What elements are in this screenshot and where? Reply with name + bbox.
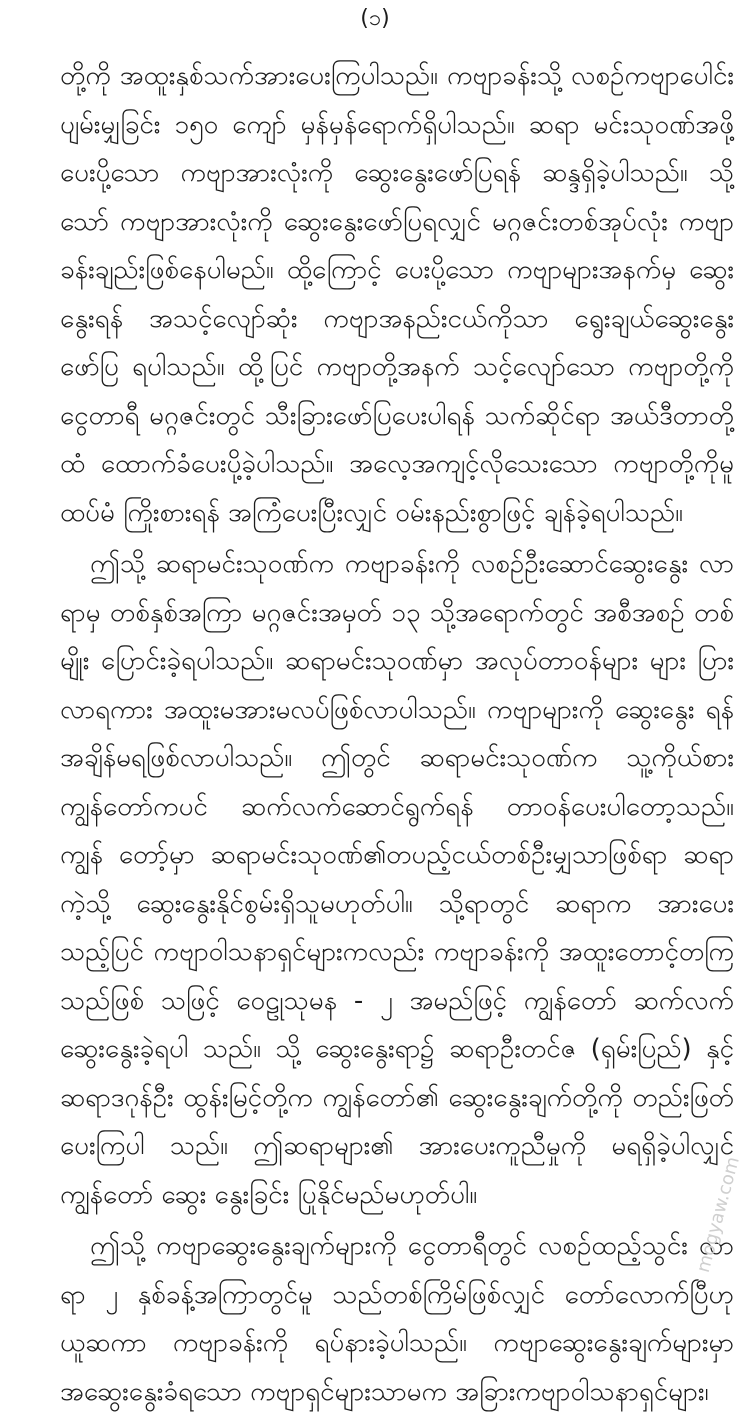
page-number: (၁) — [360, 6, 390, 31]
body-text — [60, 52, 734, 1419]
paragraph-2: ဤသို့ ဆရာမင်းသုဝဏ်က ကဗျာခန်းကို လစဉ်ဦးဆောင်ဆွေးနွေး လာရာမှ တစ်နှစ်အကြာ မဂ္ဂဇင်းအမှတ် ၁၃ သို့အရောက်တွင် အစီအစဉ် တစ်မျိုး ပြောင်းခဲ့ရပါသည်။ ဆရာမင်းသုဝဏ်မှာ အလုပ်တာဝန်များ များ ပြားလာရကား အထူးမအားမလပ်ဖြစ်လာပါသည်။ ကဗျာများကို ဆွေးနွေး ရန် အချိန်မရဖြစ်လာပါသည်။ ဤတွင် ဆရာမင်းသုဝဏ်က သူ့ကိုယ်စား ကျွန်တော်ကပင် ဆက်လက်ဆောင်ရွက်ရန် တာဝန်ပေးပါတော့သည်။ ကျွန် တော့်မှာ ဆရာမင်းသုဝဏ်၏တပည့်ငယ်တစ်ဦးမျှသာဖြစ်ရာ ဆရာကဲ့သို့ ဆွေးနွေးနိုင်စွမ်းရှိသူမဟုတ်ပါ။ သို့ရာတွင် ဆရာက အားပေးသည့်ပြင် ကဗျာဝါသနာရှင်များကလည်း ကဗျာခန်းကို အထူးတောင့်တကြသည်ဖြစ် သဖြင့် ဝေဠုသုမန - ၂ အမည်ဖြင့် ကျွန်တော် ဆက်လက်ဆွေးနွေးခဲ့ရပါ သည်။ သို့ ဆွေးနွေးရာ၌ ဆရာဦးတင်ဇ (ရှမ်းပြည်) နှင့် ဆရာဒဂုန်ဦး ထွန်းမြင့်တို့က ကျွန်တော်၏ ဆွေးနွေးချက်တို့ကို တည်းဖြတ်ပေးကြပါ သည်။ ဤဆရာများ၏ အားပေးကူညီမှုကို မရရှိခဲ့ပါလျှင် ကျွန်တော် ဆွေး နွေးခြင်း ပြုနိုင်မည်မဟုတ်ပါ။ — [60, 549, 734, 1210]
watermark: mogyaw.com — [692, 1154, 744, 1275]
paragraph-3: ဤသို့ ကဗျာဆွေးနွေးချက်များကို ငွေတာရီတွင် လစဉ်ထည့်သွင်း လာရာ ၂ နှစ်ခန့်အကြာတွင်မူ သည်တစ်ကြိမ်ဖြစ်လျှင် တော်လောက်ပြီဟု ယူဆကာ ကဗျာခန်းကို ရပ်နားခဲ့ပါသည်။ ကဗျာဆွေးနွေးချက်များမှာ အဆွေးနွေးခံရသော ကဗျာရှင်များသာမက အခြားကဗျာဝါသနာရှင်များ၊ — [60, 1231, 734, 1407]
paragraph-1: တို့ကို အထူးနှစ်သက်အားပေးကြပါသည်။ ကဗျာခန်းသို့ လစဉ်ကဗျာပေါင်း ပျမ်းမျှခြင်း ၁၅၀ ကျော် မှန်မှန်ရောက်ရှိပါသည်။ ဆရာ မင်းသုဝဏ်အဖို့ ပေးပို့သော ကဗျာအားလုံးကို ဆွေးနွေးဖော်ပြရန် ဆန္ဒရှိခဲ့ပါသည်။ သို့ သော် ကဗျာအားလုံးကို ဆွေးနွေးဖော်ပြရလျှင် မဂ္ဂဇင်းတစ်အုပ်လုံး ကဗျာ ခန်းချည်းဖြစ်နေပါမည်။ ထို့ကြောင့် ပေးပို့သော ကဗျာများအနက်မှ ဆွေး နွေးရန် အသင့်လျော်ဆုံး ကဗျာအနည်းငယ်ကိုသာ ရွေးချယ်ဆွေးနွေး ဖော်ပြ ရပါသည်။ ထို့ပြင် ကဗျာတို့အနက် သင့်လျော်သော ကဗျာတို့ကို ငွေတာရီ မဂ္ဂဇင်းတွင် သီးခြားဖော်ပြပေးပါရန် သက်ဆိုင်ရာ အယ်ဒီတာတို့ထံ ထောက်ခံပေးပို့ခဲ့ပါသည်။ အလေ့အကျင့်လိုသေးသော ကဗျာတို့ကိုမူ ထပ်မံ ကြိုးစားရန် အကြံပေးပြီးလျှင် ဝမ်းနည်းစွာဖြင့် ချန်ခဲ့ရပါသည်။ — [60, 61, 734, 528]
